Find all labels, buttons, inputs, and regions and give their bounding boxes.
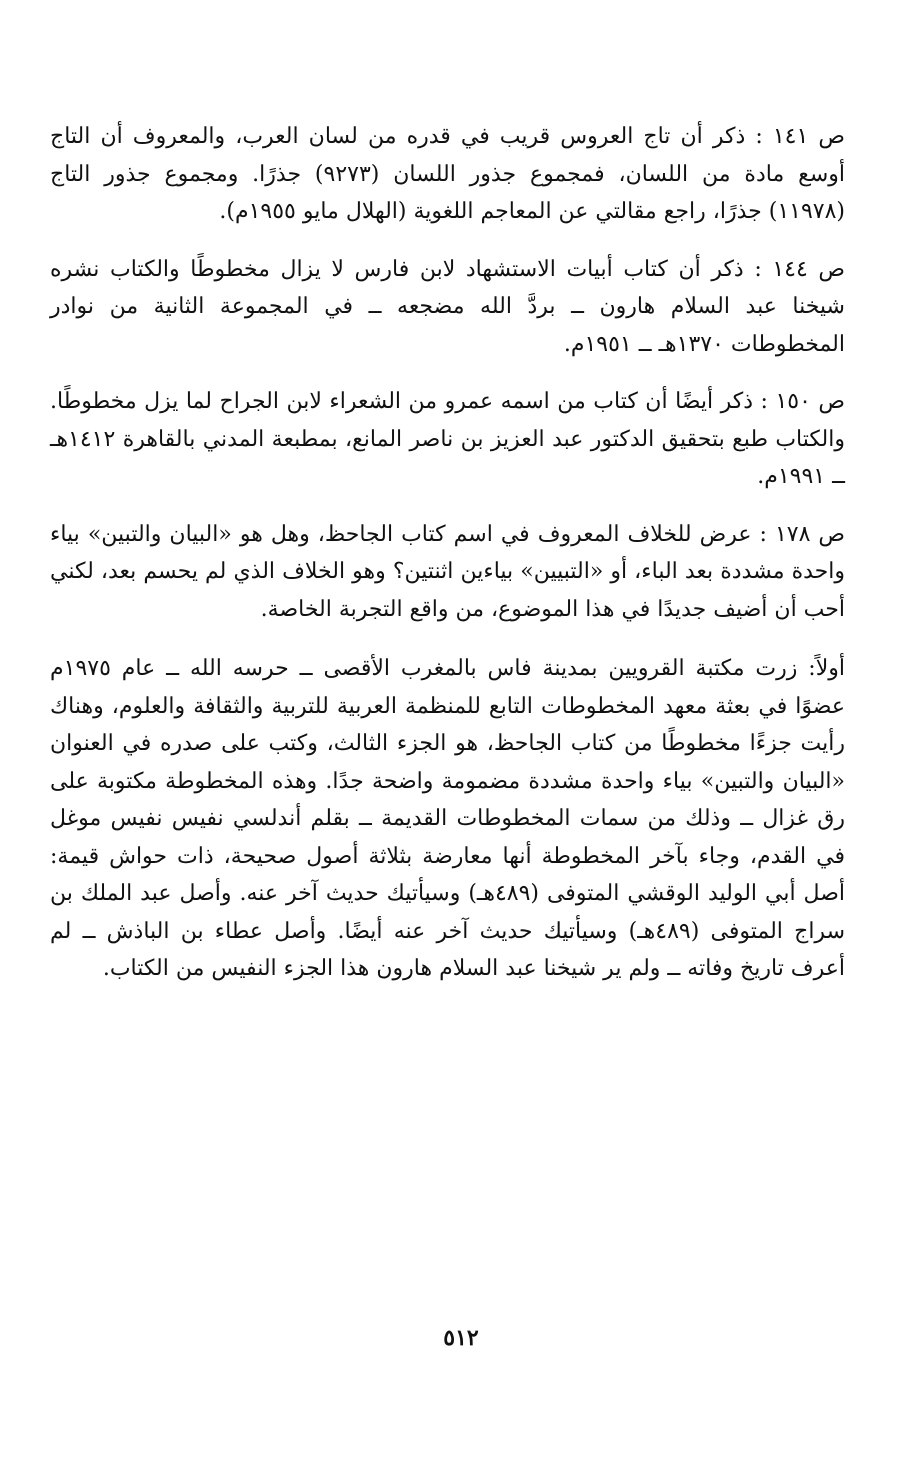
paragraph-page-150: ص ١٥٠ : ذكر أيضًا أن كتاب من اسمه عمرو من الشعراء لابن الجراح لما يزل مخطوطًا. والكتاب طبع بتحقيق الدكتور عبد العزيز بن ناصر المانع، بمطبعة المدني بالقاهرة ١٤١٢هـ ــ ١٩٩١م. xyxy=(50,389,845,489)
paragraph-page-178: ص ١٧٨ : عرض للخلاف المعروف في اسم كتاب الجاحظ، وهل هو «البيان والتبين» بياء واحدة مشددة بعد الباء، أو «التبيين» بياءين اثنتين؟ وهو الخلاف الذي لم يحسم بعد، لكني أحب أن أضيف جديدًا في هذا الموضوع، من واقع التجربة الخاصة. xyxy=(50,521,846,622)
paragraph-first-point: أولاً: زرت مكتبة القرويين بمدينة فاس بالمغرب الأقصى ــ حرسه الله ــ عام ١٩٧٥م عضوًا في بعثة معهد المخطوطات التابع للمنظمة العربية للتربية والثقافة والعلوم، وهناك رأيت جزءًا مخطوطًا من كتاب الجاحظ، هو الجزء الثالث، وكتب على صدره في العنوان «البيان والتبين» بياء واحدة مشددة مضمومة واضحة جدًا. وهذه المخطوطة مكتوبة على رق غزال ــ وذلك من سمات المخطوطات القديمة ــ بقلم أندلسي نفيس نفيس موغل في القدم، وجاء بآخر المخطوطة أنها معارضة بثلاثة أصول صحيحة، ذات حواش قيمة: أصل أبي الوليد الوقشي المتوفى (٤٨٩هـ) وسيأتيك حديث آخر عنه. وأصل عبد الملك بن سراج المتوفى (٤٨٩هـ) وسيأتيك حديث آخر عنه أيضًا. وأصل عطاء بن الباذش ــ لم أعرف تاريخ وفاته ــ ولم ير شيخنا عبد السلام هارون هذا الجزء النفيس من الكتاب. xyxy=(50,656,845,981)
page-number: ٥١٢ xyxy=(443,1325,479,1351)
paragraph-page-141: ص ١٤١ : ذكر أن تاج العروس قريب في قدره من لسان العرب، والمعروف أن التاج أوسع مادة من اللسان، فمجموع جذور اللسان (٩٢٧٣) جذرًا. ومجموع جذور التاج (١١٩٧٨) جذرًا، راجع مقالتي عن المعاجم اللغوية (الهلال مايو ١٩٥٥م). xyxy=(50,124,845,224)
paragraph-page-144: ص ١٤٤ : ذكر أن كتاب أبيات الاستشهاد لابن فارس لا يزال مخطوطًا والكتاب نشره شيخنا عبد السلام هارون ــ بردَّ الله مضجعه ــ في المجموعة الثانية من نوادر المخطوطات ١٣٧٠هـ ــ ١٩٥١م. xyxy=(50,256,845,357)
page-body xyxy=(50,118,845,1010)
